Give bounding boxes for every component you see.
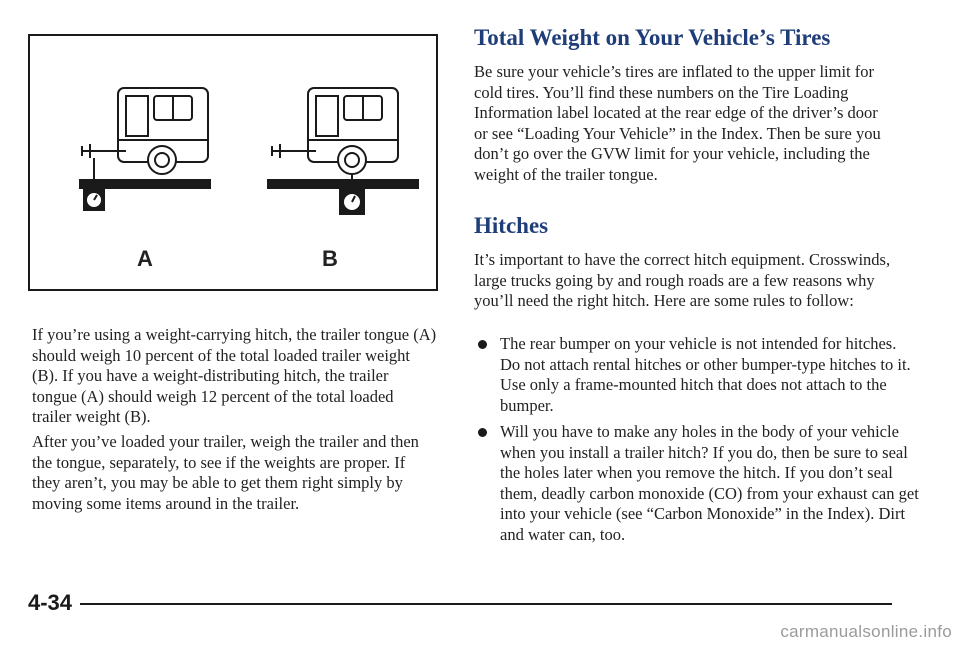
footer-rule — [80, 603, 892, 605]
bullet-text: The rear bumper on your vehicle is not intended for hitches. Do not attach rental hitches or other bumper-type hitches to it. Use only a frame-mounted hitch that does not attach to the bumper. — [500, 334, 911, 415]
hitch-weight-paragraph: If you’re using a weight-carrying hitch, the trailer tongue (A) should weigh 10 percent of the total loaded trailer weight (B). If you have a weight-distributing hitch, the trailer tongue (A) should weigh 12 percent of the total loaded trailer weight (B). — [32, 325, 437, 426]
page-number: 4-34 — [28, 590, 73, 615]
tires-paragraph: Be sure your vehicle’s tires are inflated to the upper limit for cold tires. You’ll find these numbers on the Tire Loading Information label located at the rear edge of the driver’s door or see “Loading Your Vehicle” in the Index. Then be sure you don’t go over the GVW limit for your vehicle, including the weight of the trailer tongue. — [474, 62, 881, 184]
hitches-heading: Hitches — [474, 213, 549, 238]
weigh-trailer-paragraph: After you’ve loaded your trailer, weigh the trailer and then the tongue, separately, to see if the weights are proper. If they aren’t, you may be able to get them right simply by moving some items around in the trailer. — [32, 432, 419, 513]
trailer-b-drawing — [268, 88, 418, 214]
bullet-icon — [478, 340, 487, 349]
watermark-text: carmanualsonline.info — [780, 622, 952, 641]
figure-label-b: B — [322, 246, 338, 271]
trailer-illustration — [30, 36, 436, 289]
trailer-weighing-figure — [28, 34, 438, 291]
bullet-text: Will you have to make any holes in the body of your vehicle when you install a trailer hitch? If you do, then be sure to seal the holes later when you remove the hitch. If you don’t seal them, deadly carbon monoxide (CO) from your exhaust can get into your vehicle (see “Carbon Monoxide” in the Index). Dirt and water can, too. — [500, 422, 919, 544]
tires-heading: Total Weight on Your Vehicle’s Tires — [474, 25, 831, 50]
figure-label-a: A — [137, 246, 153, 271]
trailer-a-drawing — [80, 88, 210, 210]
hitches-paragraph: It’s important to have the correct hitch equipment. Crosswinds, large trucks going by and rough roads are a few reasons why you’ll need the right hitch. Here are some rules to follow: — [474, 250, 891, 310]
bullet-icon — [478, 428, 487, 437]
